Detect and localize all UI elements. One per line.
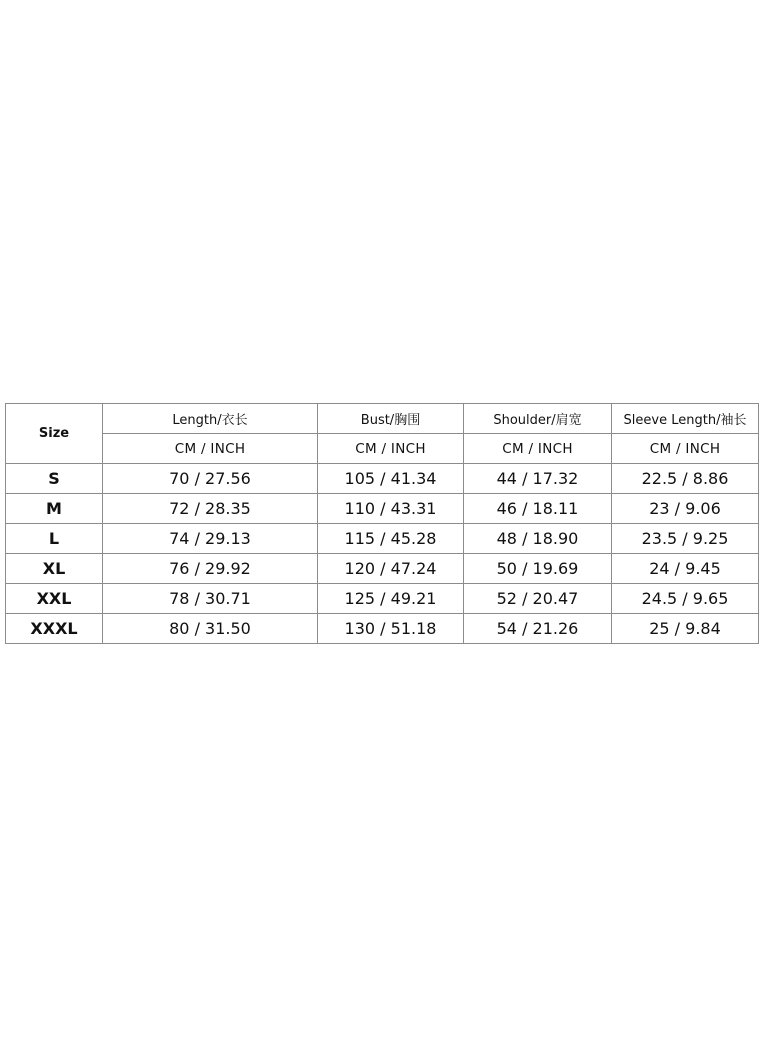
header-row xyxy=(6,404,759,434)
length-column-header: Length/衣长 xyxy=(103,404,318,434)
size-cell: XL xyxy=(6,554,103,584)
shoulder-cell: 48 / 18.90 xyxy=(464,524,612,554)
size-column-header: Size xyxy=(6,404,103,464)
sleeve-length-cell: 23 / 9.06 xyxy=(612,494,759,524)
unit-label: CM / INCH xyxy=(318,434,464,464)
shoulder-cell: 54 / 21.26 xyxy=(464,614,612,644)
size-cell: L xyxy=(6,524,103,554)
sleeve-length-column-header: Sleeve Length/袖长 xyxy=(612,404,759,434)
table-row xyxy=(6,524,759,554)
unit-label: CM / INCH xyxy=(464,434,612,464)
sleeve-length-cell: 25 / 9.84 xyxy=(612,614,759,644)
shoulder-cell: 50 / 19.69 xyxy=(464,554,612,584)
length-cell: 76 / 29.92 xyxy=(103,554,318,584)
bust-cell: 115 / 45.28 xyxy=(318,524,464,554)
shoulder-cell: 52 / 20.47 xyxy=(464,584,612,614)
size-cell: XXXL xyxy=(6,614,103,644)
table-row xyxy=(6,584,759,614)
sleeve-length-cell: 24.5 / 9.65 xyxy=(612,584,759,614)
length-cell: 74 / 29.13 xyxy=(103,524,318,554)
unit-row xyxy=(6,434,759,464)
bust-column-header: Bust/胸围 xyxy=(318,404,464,434)
table-row xyxy=(6,554,759,584)
length-cell: 78 / 30.71 xyxy=(103,584,318,614)
bust-cell: 125 / 49.21 xyxy=(318,584,464,614)
shoulder-column-header: Shoulder/肩宽 xyxy=(464,404,612,434)
sleeve-length-cell: 22.5 / 8.86 xyxy=(612,464,759,494)
table-row xyxy=(6,614,759,644)
size-cell: S xyxy=(6,464,103,494)
sleeve-length-cell: 23.5 / 9.25 xyxy=(612,524,759,554)
unit-label: CM / INCH xyxy=(103,434,318,464)
shoulder-cell: 44 / 17.32 xyxy=(464,464,612,494)
bust-cell: 120 / 47.24 xyxy=(318,554,464,584)
bust-cell: 110 / 43.31 xyxy=(318,494,464,524)
shoulder-cell: 46 / 18.11 xyxy=(464,494,612,524)
size-chart-table xyxy=(5,403,759,644)
table-row xyxy=(6,464,759,494)
table-row xyxy=(6,494,759,524)
unit-label: CM / INCH xyxy=(612,434,759,464)
size-cell: XXL xyxy=(6,584,103,614)
length-cell: 80 / 31.50 xyxy=(103,614,318,644)
length-cell: 70 / 27.56 xyxy=(103,464,318,494)
length-cell: 72 / 28.35 xyxy=(103,494,318,524)
sleeve-length-cell: 24 / 9.45 xyxy=(612,554,759,584)
bust-cell: 105 / 41.34 xyxy=(318,464,464,494)
size-cell: M xyxy=(6,494,103,524)
bust-cell: 130 / 51.18 xyxy=(318,614,464,644)
